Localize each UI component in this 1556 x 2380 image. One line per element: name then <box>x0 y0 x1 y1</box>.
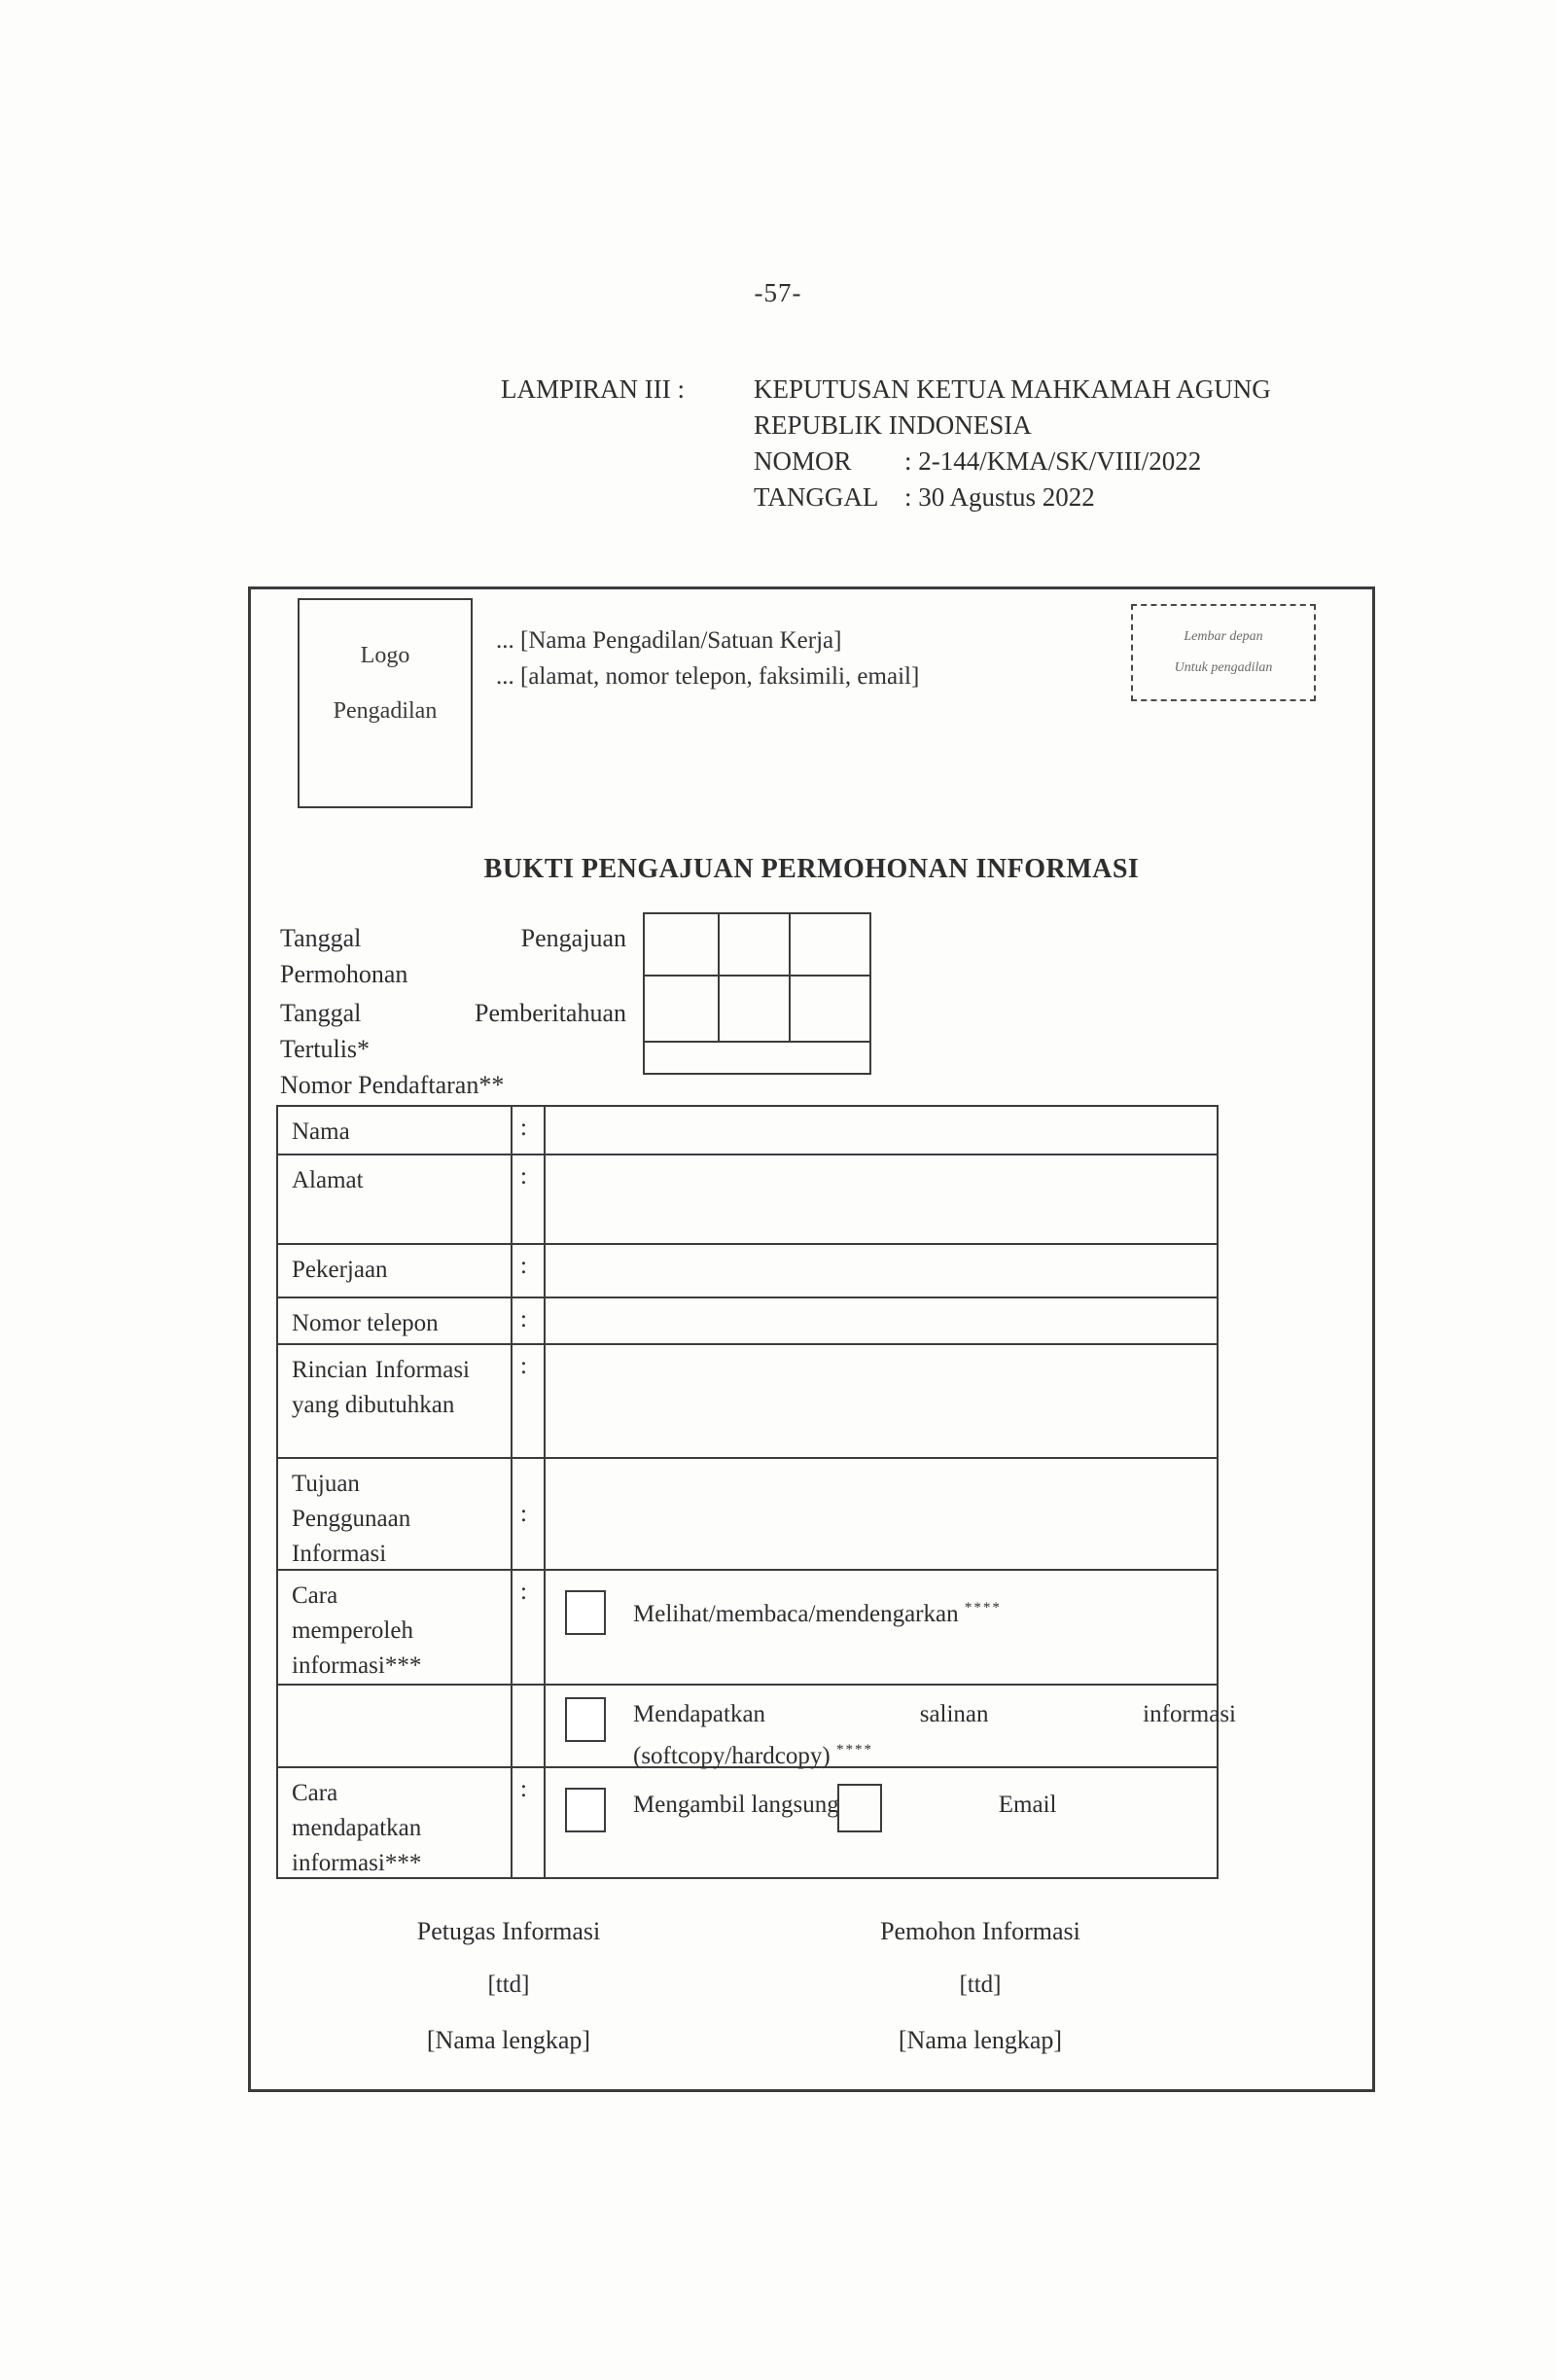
checkbox-melihat-membaca-mendengarkan[interactable] <box>565 1590 606 1635</box>
table-row-pekerjaan <box>278 1245 1217 1298</box>
date-cell-4[interactable] <box>645 977 720 1043</box>
row-colon: : <box>513 1155 546 1243</box>
row-colon: : <box>513 1107 546 1154</box>
row-colon: : <box>513 1768 546 1877</box>
option-label <box>633 1590 1002 1632</box>
date-cell-6[interactable] <box>791 977 869 1043</box>
input-cell-tujuan-penggunaan[interactable] <box>546 1459 1217 1569</box>
logo-line1: Logo <box>360 643 410 668</box>
option-text: Melihat/membaca/mendengarkan <box>633 1601 959 1627</box>
signature-name: [Nama lengkap] <box>426 2026 591 2054</box>
letterhead-line2: ... [alamat, nomor telepon, faksimili, email] <box>496 663 920 690</box>
table-row-nama <box>278 1107 1217 1155</box>
attachment-nomor-row <box>754 444 1271 480</box>
row-label: Nama <box>278 1107 513 1154</box>
row-label: Tujuan Penggunaan Informasi <box>278 1459 513 1569</box>
table-row-cara-memperoleh <box>278 1571 1217 1686</box>
corner-note-line2: Untuk pengadilan <box>1174 660 1273 675</box>
attachment-lines <box>754 372 1271 515</box>
field-tanggal-pengajuan-line1: Tanggal Pengajuan <box>280 924 626 952</box>
input-cell-alamat[interactable] <box>546 1155 1217 1243</box>
signature-ttd: [ttd] <box>487 1971 530 1998</box>
table-row-alamat <box>278 1155 1217 1245</box>
table-row-mendapatkan-salinan <box>278 1686 1236 1769</box>
checkbox-mendapatkan-salinan[interactable] <box>565 1697 606 1742</box>
corner-note <box>1131 604 1316 701</box>
letterhead <box>496 622 919 694</box>
signature-ttd: [ttd] <box>959 1971 1002 1998</box>
signature-role: Pemohon Informasi <box>880 1917 1080 1945</box>
row-label: Rincian Informasi yang dibutuhkan <box>278 1345 513 1457</box>
input-cell-nomor-telepon[interactable] <box>546 1298 1217 1343</box>
row-colon: : <box>513 1571 546 1684</box>
field-tanggal-pengajuan-line2: Permohonan <box>280 960 408 988</box>
logo-line2: Pengadilan <box>333 698 438 724</box>
row-label: Cara memperoleh informasi*** <box>278 1571 513 1684</box>
attachment-tanggal-row <box>754 480 1271 515</box>
option-label-email: Email <box>998 1792 1057 1818</box>
option-cell <box>546 1571 1217 1684</box>
attachment-line2: REPUBLIK INDONESIA <box>754 410 1032 440</box>
tanggal-value: : 30 Agustus 2022 <box>904 482 1095 512</box>
input-cell-nama[interactable] <box>546 1107 1217 1154</box>
checkbox-email[interactable] <box>837 1784 882 1832</box>
row-label: Cara mendapatkan informasi*** <box>278 1768 513 1877</box>
page-number: -57- <box>754 278 802 307</box>
table-row-tujuan-penggunaan <box>278 1459 1217 1571</box>
field-tanggal-pemberitahuan <box>280 995 626 1067</box>
table-row-nomor-telepon <box>278 1298 1217 1345</box>
info-table <box>276 1105 1236 1879</box>
signature-name: [Nama lengkap] <box>898 2026 1063 2054</box>
field-tanggal-pemberitahuan-line1: Tanggal Pemberitahuan <box>280 999 626 1027</box>
option-cell <box>546 1768 1217 1877</box>
footnote-mark: **** <box>964 1600 1002 1616</box>
corner-note-line1: Lembar depan <box>1184 629 1263 644</box>
date-grid-cells <box>645 914 869 1043</box>
court-logo-placeholder <box>298 598 473 808</box>
option-text-line2: (softcopy/hardcopy) <box>633 1743 831 1769</box>
signature-block-petugas <box>343 1917 674 2055</box>
date-cell-1[interactable] <box>645 914 720 977</box>
checkbox-mengambil-langsung[interactable] <box>565 1788 606 1832</box>
row-colon: : <box>513 1345 546 1457</box>
row-label: Alamat <box>278 1155 513 1243</box>
attachment-line1: KEPUTUSAN KETUA MAHKAMAH AGUNG <box>754 374 1271 404</box>
nomor-label: NOMOR <box>754 446 852 476</box>
letterhead-line1: ... [Nama Pengadilan/Satuan Kerja] <box>496 627 842 654</box>
row-colon <box>513 1686 546 1766</box>
date-cell-5[interactable] <box>720 977 791 1043</box>
row-colon: : <box>513 1245 546 1297</box>
tanggal-label: TANGGAL <box>754 482 879 512</box>
table-row-cara-mendapatkan <box>278 1768 1217 1877</box>
row-label: Nomor telepon <box>278 1298 513 1343</box>
footnote-mark: **** <box>835 1742 873 1758</box>
option-label: Mengambil langsung <box>633 1792 839 1818</box>
field-tanggal-pengajuan <box>280 920 626 992</box>
attachment-label: LAMPIRAN III : <box>501 374 685 404</box>
field-nomor-pendaftaran: Nomor Pendaftaran** <box>280 1071 505 1099</box>
row-colon: : <box>513 1298 546 1343</box>
registration-number-cell[interactable] <box>645 1043 869 1073</box>
option-label <box>633 1697 1236 1774</box>
signature-role: Petugas Informasi <box>416 1917 601 1945</box>
table-row-rincian-informasi <box>278 1345 1217 1459</box>
row-colon: : <box>513 1459 546 1569</box>
field-tanggal-pemberitahuan-line2: Tertulis* <box>280 1035 371 1063</box>
option-cell <box>546 1686 1236 1769</box>
date-cell-3[interactable] <box>791 914 869 977</box>
row-label: Pekerjaan <box>278 1245 513 1297</box>
input-cell-rincian-informasi[interactable] <box>546 1345 1217 1457</box>
date-cell-2[interactable] <box>720 914 791 977</box>
attachment-block <box>501 372 1271 515</box>
option-text-line1: Mendapatkan salinan informasi <box>633 1701 1236 1727</box>
input-cell-pekerjaan[interactable] <box>546 1245 1217 1297</box>
date-grid <box>643 912 871 1075</box>
row-label <box>278 1686 513 1766</box>
nomor-value: : 2-144/KMA/SK/VIII/2022 <box>904 446 1202 476</box>
form-box <box>248 586 1375 2092</box>
signature-block-pemohon <box>815 1917 1146 2055</box>
form-title: BUKTI PENGAJUAN PERMOHONAN INFORMASI <box>483 854 1140 884</box>
